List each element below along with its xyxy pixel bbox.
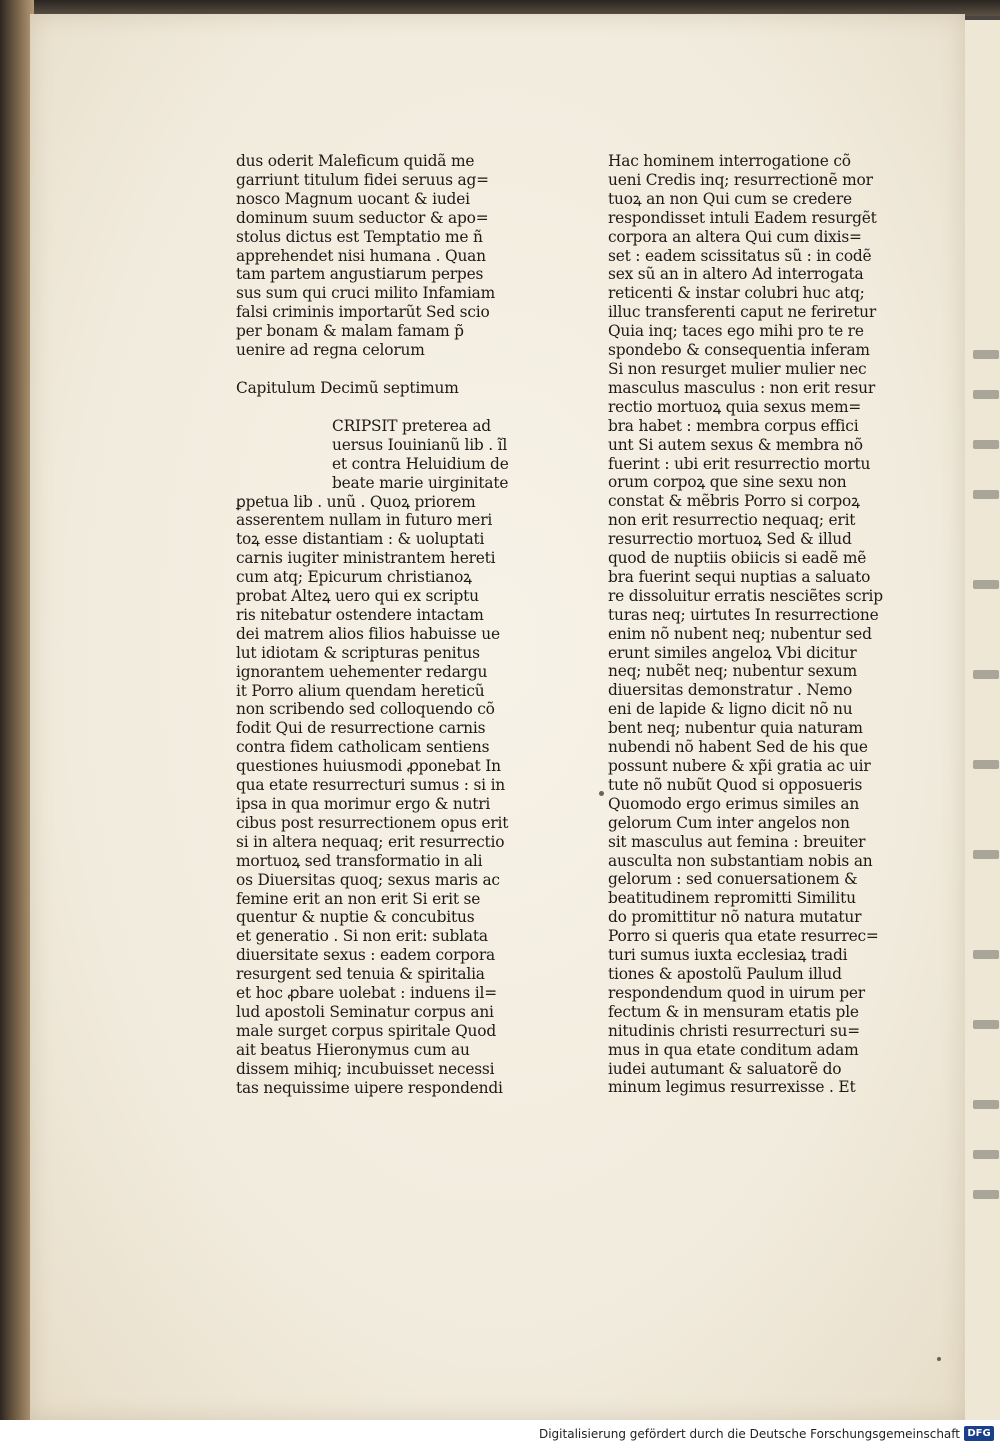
text-line: bra habet : membra corpus effici: [608, 416, 859, 435]
book-spine-edge: [0, 0, 34, 1420]
text-line: fuerint : ubi erit resurrectio mortu: [608, 454, 871, 473]
text-line: ris nitebatur ostendere intactam: [236, 605, 484, 624]
text-column-right: [608, 152, 908, 1097]
text-line: os Diuersitas quoq; sexus maris ac: [236, 870, 500, 889]
text-line: Quia inq; taces ego mihi pro te re: [608, 322, 864, 341]
text-line: probat Alteꝝ uero qui ex scriptu: [236, 587, 479, 606]
text-line: masculus masculus : non erit resur: [608, 378, 876, 397]
paragraph-chapter-body: [236, 417, 536, 1098]
text-line: mortuoꝝ sed transformatio in ali: [236, 851, 483, 870]
text-line: rectio mortuoꝝ quia sexus mem=: [608, 397, 862, 416]
text-line: non erit resurrectio nequaq; erit: [608, 511, 856, 530]
ink-spot: [599, 791, 604, 796]
text-line: falsi criminis importarũt Sed scio: [236, 303, 490, 322]
text-line: unt Si autem sexus & membra nõ: [608, 435, 863, 454]
text-line: et generatio . Si non erit: sublata: [236, 927, 488, 946]
adjacent-text-fragment: [973, 1190, 999, 1199]
text-line: Quomodo ergo erimus similes an: [608, 794, 860, 813]
text-line: apprehendet nisi humana . Quan: [236, 246, 486, 265]
text-line: turas neq; uirtutes In resurrectione: [608, 605, 879, 624]
text-line: respondendum quod in uirum per: [608, 983, 865, 1002]
text-line: tiones & apostolũ Paulum illud: [608, 964, 842, 983]
text-line: dus oderit Maleficum quidã me: [236, 152, 475, 170]
text-line: non scribendo sed colloquendo cõ: [236, 700, 495, 719]
text-line: do promittitur nõ natura mutatur: [608, 908, 862, 927]
text-line: ait beatus Hieronymus cum au: [236, 1040, 470, 1059]
text-line: dei matrem alios filios habuisse ue: [236, 624, 500, 643]
adjacent-page-edge: [965, 20, 1000, 1420]
text-line: constat & mẽbris Porro si corpoꝝ: [608, 492, 860, 511]
text-line: minum legimus resurrexisse . Et: [608, 1078, 856, 1097]
text-line: bra fuerint sequi nuptias a saluato: [608, 567, 871, 586]
text-line: erunt similes angeloꝝ Vbi dicitur: [608, 643, 857, 662]
text-line: garriunt titulum fidei seruus ag=: [236, 170, 489, 189]
text-line: possunt nubere & xp̃i gratia ac uir: [608, 757, 871, 775]
text-line: reticenti & instar colubri huc atq;: [608, 284, 865, 303]
adjacent-text-fragment: [973, 670, 999, 679]
text-line: tuoꝝ an non Qui cum se credere: [608, 189, 852, 208]
adjacent-text-fragment: [973, 850, 999, 859]
text-line: beate marie uirginitate: [332, 473, 509, 492]
text-line: corpora an altera Qui cum dixis=: [608, 227, 862, 246]
text-line: spondebo & consequentia inferam: [608, 341, 870, 360]
adjacent-text-fragment: [973, 490, 999, 499]
text-line: respondisset intuli Eadem resurgẽt: [608, 208, 877, 227]
text-line: per bonam & malam famam p̃: [236, 322, 464, 341]
text-line: resurrectio mortuoꝝ Sed & illud: [608, 530, 852, 549]
text-line: it Porro alium quendam hereticũ: [236, 681, 485, 700]
text-line: ꝑpetua lib . unũ . Quoꝝ priorem: [236, 492, 476, 511]
text-line: gelorum : sed conuersationem &: [608, 870, 858, 889]
text-line: et contra Heluidium de: [332, 454, 509, 473]
text-line: sex sũ an in altero Ad interrogata: [608, 265, 864, 284]
text-line: beatitudinem repromitti Similitu: [608, 889, 856, 908]
text-line: cibus post resurrectionem opus erit: [236, 813, 509, 832]
text-line: Porro si queris qua etate resurrec=: [608, 927, 879, 946]
adjacent-text-fragment: [973, 350, 999, 359]
text-line: ueni Credis inq; resurrectionẽ mor: [608, 170, 873, 189]
text-line: si in altera nequaq; erit resurrectio: [236, 832, 505, 851]
text-line: Hac hominem interrogatione cõ: [608, 152, 851, 170]
text-line: qua etate resurrecturi sumus : si in: [236, 776, 506, 795]
text-line: Si non resurget mulier mulier nec: [608, 359, 867, 378]
text-line: turi sumus iuxta ecclesiaꝝ tradi: [608, 946, 848, 965]
text-line: lut idiotam & scripturas penitus: [236, 643, 480, 662]
text-line: nosco Magnum uocant & iudei: [236, 189, 470, 208]
text-column-left: [236, 152, 536, 1098]
dfg-logo-icon: DFG: [964, 1426, 994, 1441]
text-line: cum atq; Epicurum christianoꝝ: [236, 568, 472, 587]
text-line: ipsa in qua morimur ergo & nutri: [236, 795, 491, 813]
text-line: questiones huiusmodi ꝓponebat In: [236, 757, 501, 776]
funding-credit: Digitalisierung gefördert durch die Deutsche Forschungsgemeinschaft: [538, 1427, 960, 1441]
adjacent-text-fragment: [973, 760, 999, 769]
text-line: dominum suum seductor & apo=: [236, 208, 489, 227]
text-line: male surget corpus spiritale Quod: [236, 1021, 496, 1040]
text-line: fodit Qui de resurrectione carnis: [236, 719, 486, 738]
text-line: neq; nubẽt neq; nubentur sexum: [608, 662, 857, 681]
text-line: lud apostoli Seminatur corpus ani: [236, 1002, 494, 1021]
text-line: enim nõ nubent neq; nubentur sed: [608, 624, 872, 643]
text-line: quod de nuptiis obiicis si eadẽ mẽ: [608, 549, 867, 568]
adjacent-text-fragment: [973, 1150, 999, 1159]
text-line: stolus dictus est Temptatio me ñ: [236, 227, 483, 246]
text-line: fectum & in mensuram etatis ple: [608, 1002, 859, 1021]
text-line: gelorum Cum inter angelos non: [608, 813, 850, 832]
text-line: bent neq; nubentur quia naturam: [608, 719, 863, 738]
text-line: orum corpoꝝ que sine sexu non: [608, 473, 847, 492]
text-line: eni de lapide & ligno dicit nõ nu: [608, 700, 853, 719]
text-line: set : eadem scissitatus sũ : in codẽ: [608, 246, 872, 265]
text-line: uenire ad regna celorum: [236, 341, 425, 360]
text-line: contra fidem catholicam sentiens: [236, 738, 490, 757]
adjacent-text-fragment: [973, 580, 999, 589]
text-line: sus sum qui cruci milito Infamiam: [236, 284, 496, 303]
text-line: et hoc ꝓbare uolebat : induens il=: [236, 984, 497, 1003]
text-line: carnis iugiter ministrantem hereti: [236, 549, 496, 568]
text-line: femine erit an non erit Si erit se: [236, 889, 481, 908]
text-line: mus in qua etate conditum adam: [608, 1040, 859, 1059]
text-line: ausculta non substantiam nobis an: [608, 851, 873, 870]
chapter-heading: Capitulum Decimũ septimum: [236, 378, 459, 397]
text-line: iudei autumant & saluatorẽ do: [608, 1059, 842, 1078]
text-line: toꝝ esse distantiam : & uoluptati: [236, 530, 485, 549]
text-line: tam partem angustiarum perpes: [236, 265, 484, 284]
text-line: asserentem nullam in futuro meri: [236, 511, 493, 530]
text-line: illuc transferenti caput ne feriretur: [608, 303, 877, 322]
adjacent-text-fragment: [973, 440, 999, 449]
text-line: sit masculus aut femina : breuiter: [608, 832, 866, 851]
ink-spot: [937, 1357, 941, 1361]
text-line: nitudinis christi resurrecturi su=: [608, 1021, 860, 1040]
adjacent-text-fragment: [973, 390, 999, 399]
text-line: quentur & nuptie & concubitus: [236, 908, 475, 927]
adjacent-text-fragment: [973, 1020, 999, 1029]
text-line: ignorantem uehementer redargu: [236, 662, 488, 681]
text-line: diuersitas demonstratur . Nemo: [608, 681, 853, 700]
text-line: tas nequissime uipere respondendi: [236, 1078, 503, 1097]
text-line: CRIPSIT preterea ad: [332, 416, 491, 435]
text-line: nubendi nõ habent Sed de his que: [608, 738, 868, 757]
text-line: uersus Iouinianũ lib . ĩl: [332, 435, 508, 454]
text-line: resurgent sed tenuia & spiritalia: [236, 965, 485, 984]
paragraph-opening: [236, 152, 536, 360]
adjacent-text-fragment: [973, 950, 999, 959]
text-line: re dissoluitur erratis nesciẽtes scrip: [608, 586, 883, 605]
adjacent-text-fragment: [973, 1100, 999, 1109]
text-line: tute nõ nubũt Quod si opposueris: [608, 775, 863, 794]
text-line: diuersitate sexus : eadem corpora: [236, 946, 496, 965]
text-line: dissem mihiq; incubuisset necessi: [236, 1059, 495, 1078]
